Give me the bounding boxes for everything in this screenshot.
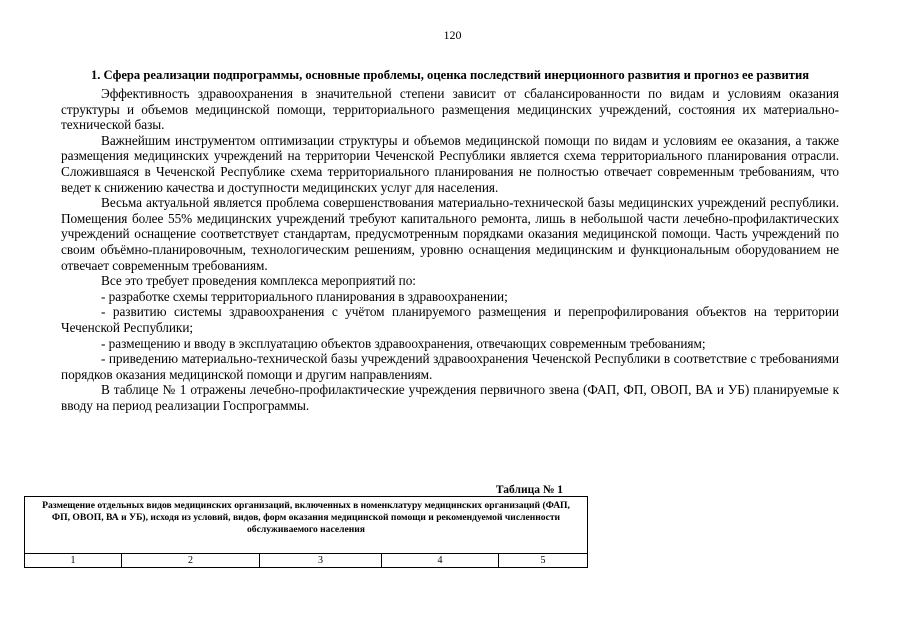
list-item: - приведению материально-технической базы учреждений здравоохранения Чеченской Республики в соответствие с требованиями порядков оказания медицинской помощи и другим направлениям. <box>61 351 839 382</box>
list-item: - разработке схемы территориального планирования в здравоохранении; <box>101 288 508 304</box>
table-row <box>25 554 588 568</box>
column-number: 2 <box>122 554 260 568</box>
table-1 <box>24 496 588 568</box>
column-number: 5 <box>499 554 588 568</box>
table-caption: Таблица № 1 <box>495 484 563 496</box>
column-number: 3 <box>260 554 382 568</box>
column-number: 1 <box>25 554 122 568</box>
column-number: 4 <box>382 554 499 568</box>
list-item: - развитию системы здравоохранения с учётом планируемого размещения и перепрофилирования объектов на территории Чеченской Республики; <box>61 304 839 335</box>
table-header-row <box>25 497 588 554</box>
table-header: Размещение отдельных видов медицинских организаций, включенных в номенклатуру медицинских организаций (ФАП, ФП, ОВОП, ВА и УБ), исходя из условий, видов, форм оказания медицинской помощи и рекомендуемой численности обслуживаемого населения <box>25 497 588 554</box>
paragraph: В таблице № 1 отражены лечебно-профилактические учреждения первичного звена (ФАП, ФП, ОВОП, ВА и УБ) планируемые к вводу на период реализации Госпрограммы. <box>61 382 839 413</box>
paragraph: Весьма актуальной является проблема совершенствования материально-технической базы медицинских учреждений республики. Помещения более 55% медицинских учреждений требуют капитального ремонта, лишь в небольшой части лечебно-профилактических учреждений оснащение соответствует стандартам, предусмотренным порядками оказания медицинской помощи. Часть учреждений по своим объёмно-планировочным, технологическим решениям, уровню оснащения медицинским и функциональным оборудованием не отвечает современным требованиям. <box>61 195 839 273</box>
paragraph: Эффективность здравоохранения в значительной степени зависит от сбалансированности по видам и условиям оказания структуры и объемов медицинской помощи, территориального размещения медицинских учреждений, состояния их материально-технической базы. <box>61 86 839 133</box>
section-heading: 1. Сфера реализации подпрограммы, основные проблемы, оценка последствий инерционного развития и прогноз ее развития <box>90 68 810 82</box>
paragraph: Все это требует проведения комплекса мероприятий по: <box>101 273 416 289</box>
page-number: 120 <box>443 28 462 42</box>
list-item: - размещению и вводу в эксплуатацию объектов здравоохранения, отвечающих современным требованиям; <box>101 335 706 351</box>
document-body <box>61 69 839 413</box>
table <box>24 496 588 568</box>
paragraph: Важнейшим инструментом оптимизации структуры и объемов медицинской помощи по видам и условиям ее оказания, а также размещения медицинских учреждений на территории Чеченской Республики является схема территориального планирования отрасли. Сложившаяся в Чеченской Республике схема территориального планирования не полностью отвечает современным требованиям, что ведет к снижению качества и доступности медицинских услуг для населения. <box>61 132 839 195</box>
